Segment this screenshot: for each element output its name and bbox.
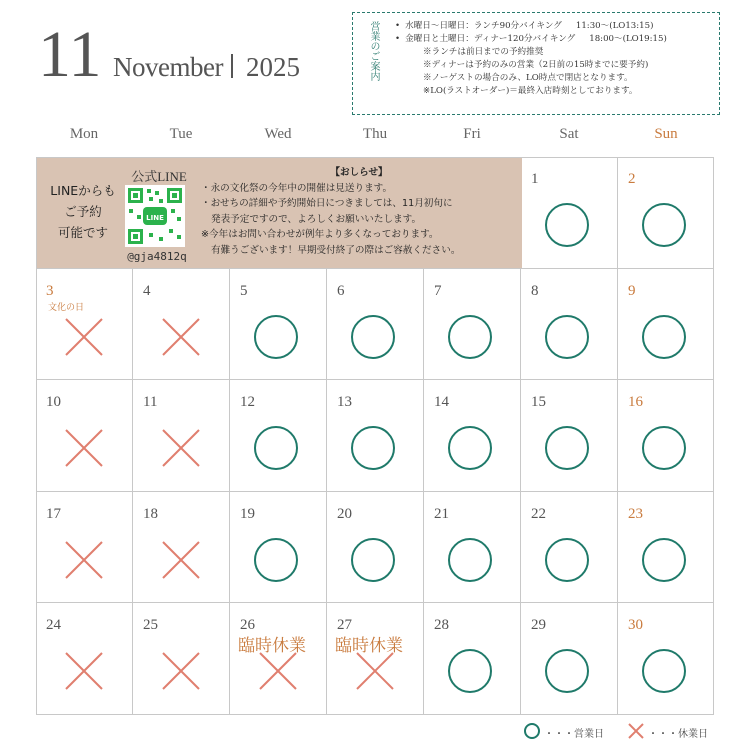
- day-number: 1: [531, 171, 539, 187]
- legend-closed-label: ・・・休業日: [648, 729, 708, 740]
- day-number: 4: [143, 283, 151, 299]
- day-cell-17[interactable]: [36, 492, 133, 603]
- month-separator: [231, 54, 233, 78]
- closed-cross-icon: [161, 317, 201, 357]
- day-cell-3[interactable]: [36, 269, 133, 380]
- weekday-sun: Sun: [654, 126, 678, 142]
- business-info-text: 水曜日～日曜日：ランチ90分バイキング: [405, 21, 562, 31]
- open-circle-icon: [642, 315, 686, 359]
- open-circle-icon: [545, 203, 589, 247]
- notice-line: ・永の文化祭の今年中の開催は見送ります。: [201, 182, 393, 194]
- calendar-grid: [36, 157, 714, 715]
- closed-cross-icon: [64, 428, 104, 468]
- day-number: 30: [628, 617, 643, 633]
- notice-heading: 【おしらせ】: [330, 167, 388, 178]
- day-cell-10[interactable]: [36, 380, 133, 492]
- open-circle-icon: [545, 315, 589, 359]
- day-number: 25: [143, 617, 158, 633]
- day-cell-18[interactable]: [133, 492, 230, 603]
- day-number: 27: [337, 617, 352, 633]
- business-info-time: 11:30～(LO13:15): [575, 21, 654, 31]
- business-info-box: [352, 12, 720, 115]
- day-cell-8[interactable]: [521, 269, 618, 380]
- day-number: 7: [434, 283, 442, 299]
- day-number: 14: [434, 394, 449, 410]
- day-cell-30[interactable]: [618, 603, 714, 715]
- day-cell-5[interactable]: [230, 269, 327, 380]
- notice-line: ※今年はお問い合わせが例年より多くなっております。: [201, 229, 439, 240]
- day-cell-28[interactable]: [424, 603, 521, 715]
- day-number: 28: [434, 617, 449, 633]
- day-number: 18: [143, 506, 158, 522]
- year: 2025: [246, 52, 300, 82]
- business-info-text: ※LO(ラストオーダー)＝最終入店時刻としております。: [423, 86, 638, 96]
- day-cell-15[interactable]: [521, 380, 618, 492]
- day-cell-6[interactable]: [327, 269, 424, 380]
- day-cell-23[interactable]: [618, 492, 714, 603]
- day-cell-7[interactable]: [424, 269, 521, 380]
- notice-line: 有難うございます！早期受付終了の際はご容赦ください。: [211, 244, 461, 256]
- day-number: 24: [46, 617, 61, 633]
- business-info-title: 営業のご案内: [368, 21, 379, 81]
- business-info-text: ※ディナーは予約のみの営業（2日前の15時までに要予約): [423, 60, 649, 70]
- weekday-mon: Mon: [69, 126, 99, 142]
- legend-open: [524, 722, 614, 742]
- business-info-line: [395, 33, 715, 46]
- day-number: 19: [240, 506, 255, 522]
- day-number: 21: [434, 506, 449, 522]
- notice-panel: [37, 158, 522, 268]
- open-circle-icon: [642, 426, 686, 470]
- weekday-tue: Tue: [169, 126, 193, 142]
- day-number: 10: [46, 394, 61, 410]
- open-circle-icon: [448, 426, 492, 470]
- closed-cross-icon: [161, 540, 201, 580]
- month-name: November: [113, 52, 223, 82]
- day-cell-13[interactable]: [327, 380, 424, 492]
- day-number: 20: [337, 506, 352, 522]
- day-number: 17: [46, 506, 61, 522]
- day-cell-21[interactable]: [424, 492, 521, 603]
- notice-text: [201, 165, 517, 258]
- closed-cross-icon: [64, 540, 104, 580]
- day-cell-26[interactable]: [230, 603, 327, 715]
- temporary-closure-label: 臨時休業: [335, 636, 403, 656]
- day-number: 23: [628, 506, 643, 522]
- line-cta-line-1: LINEからも: [50, 183, 116, 198]
- closed-cross-icon: [64, 317, 104, 357]
- open-circle-icon: [254, 538, 298, 582]
- legend-open-label: ・・・営業日: [544, 729, 604, 740]
- line-cta: [43, 180, 123, 243]
- day-number: 8: [531, 283, 539, 299]
- line-handle: @gja4812q: [127, 250, 187, 263]
- weekday-wed: Wed: [264, 126, 292, 142]
- business-info-line: [395, 59, 715, 72]
- qr-code-icon: [125, 185, 185, 247]
- weekday-fri: Fri: [463, 126, 481, 142]
- day-cell-12[interactable]: [230, 380, 327, 492]
- day-number: 5: [240, 283, 248, 299]
- open-circle-icon: [448, 315, 492, 359]
- weekday-sat: Sat: [559, 126, 579, 142]
- closed-cross-icon: [64, 651, 104, 691]
- day-cell-11[interactable]: [133, 380, 230, 492]
- day-number: 15: [531, 394, 546, 410]
- open-circle-icon: [351, 315, 395, 359]
- closed-cross-icon: [628, 723, 644, 739]
- open-circle-icon: [351, 538, 395, 582]
- open-circle-icon: [642, 203, 686, 247]
- notice-line: 発表予定ですので、よろしくお願いいたします。: [211, 213, 422, 225]
- day-cell-4[interactable]: [133, 269, 230, 380]
- svg-text:LINE: LINE: [146, 214, 164, 222]
- line-cta-line-3: 可能です: [57, 225, 108, 240]
- closed-cross-icon: [355, 651, 395, 691]
- weekday-thu: Thu: [362, 126, 388, 142]
- day-number: 22: [531, 506, 546, 522]
- line-title: 公式LINE: [131, 169, 187, 184]
- day-number: 12: [240, 394, 255, 410]
- open-circle-icon: [254, 426, 298, 470]
- line-cta-line-2: ご予約: [64, 204, 102, 219]
- business-info-line: [395, 20, 715, 33]
- day-number: 26: [240, 617, 255, 633]
- day-cell-2[interactable]: [618, 157, 714, 269]
- day-cell-20[interactable]: [327, 492, 424, 603]
- holiday-label: 文化の日: [48, 303, 85, 313]
- notice-line: ・おせちの詳細や予約開始日につきましては、11月初旬に: [201, 198, 453, 209]
- day-number: 9: [628, 283, 636, 299]
- day-number: 3: [46, 283, 54, 299]
- business-info-text: ※ノーゲストの場合のみ、LO時点で閉店となります。: [423, 73, 633, 83]
- day-cell-29[interactable]: [521, 603, 618, 715]
- day-cell-1[interactable]: [521, 157, 618, 269]
- day-cell-9[interactable]: [618, 269, 714, 380]
- day-cell-19[interactable]: [230, 492, 327, 603]
- business-info-line: [395, 85, 715, 98]
- day-cell-25[interactable]: [133, 603, 230, 715]
- legend-closed: [628, 722, 728, 742]
- business-info-line: [395, 46, 715, 59]
- line-qr-code[interactable]: [125, 185, 185, 247]
- open-circle-icon: [545, 538, 589, 582]
- day-number: 29: [531, 617, 546, 633]
- day-cell-14[interactable]: [424, 380, 521, 492]
- open-circle-icon: [254, 315, 298, 359]
- business-info-lines: [395, 20, 715, 98]
- business-info-text: 金曜日と土曜日：ディナー120分バイキング: [405, 34, 576, 44]
- open-circle-icon: [524, 723, 540, 739]
- day-cell-27[interactable]: [327, 603, 424, 715]
- open-circle-icon: [351, 426, 395, 470]
- open-circle-icon: [545, 649, 589, 693]
- business-info-time: 18:00～(LO19:15): [589, 34, 667, 44]
- day-number: 11: [143, 394, 158, 410]
- month-number: 11: [38, 18, 102, 91]
- closed-cross-icon: [161, 428, 201, 468]
- closed-cross-icon: [258, 651, 298, 691]
- open-circle-icon: [642, 538, 686, 582]
- day-number: 2: [628, 171, 636, 187]
- open-circle-icon: [545, 426, 589, 470]
- open-circle-icon: [448, 649, 492, 693]
- day-number: 13: [337, 394, 352, 410]
- business-info-text: ※ランチは前日までの予約推奨: [423, 47, 544, 57]
- open-circle-icon: [642, 649, 686, 693]
- day-cell-24[interactable]: [36, 603, 133, 715]
- open-circle-icon: [448, 538, 492, 582]
- business-info-line: [395, 72, 715, 85]
- day-cell-16[interactable]: [618, 380, 714, 492]
- day-number: 6: [337, 283, 345, 299]
- temporary-closure-label: 臨時休業: [238, 636, 306, 656]
- day-cell-22[interactable]: [521, 492, 618, 603]
- day-number: 16: [628, 394, 643, 410]
- closed-cross-icon: [161, 651, 201, 691]
